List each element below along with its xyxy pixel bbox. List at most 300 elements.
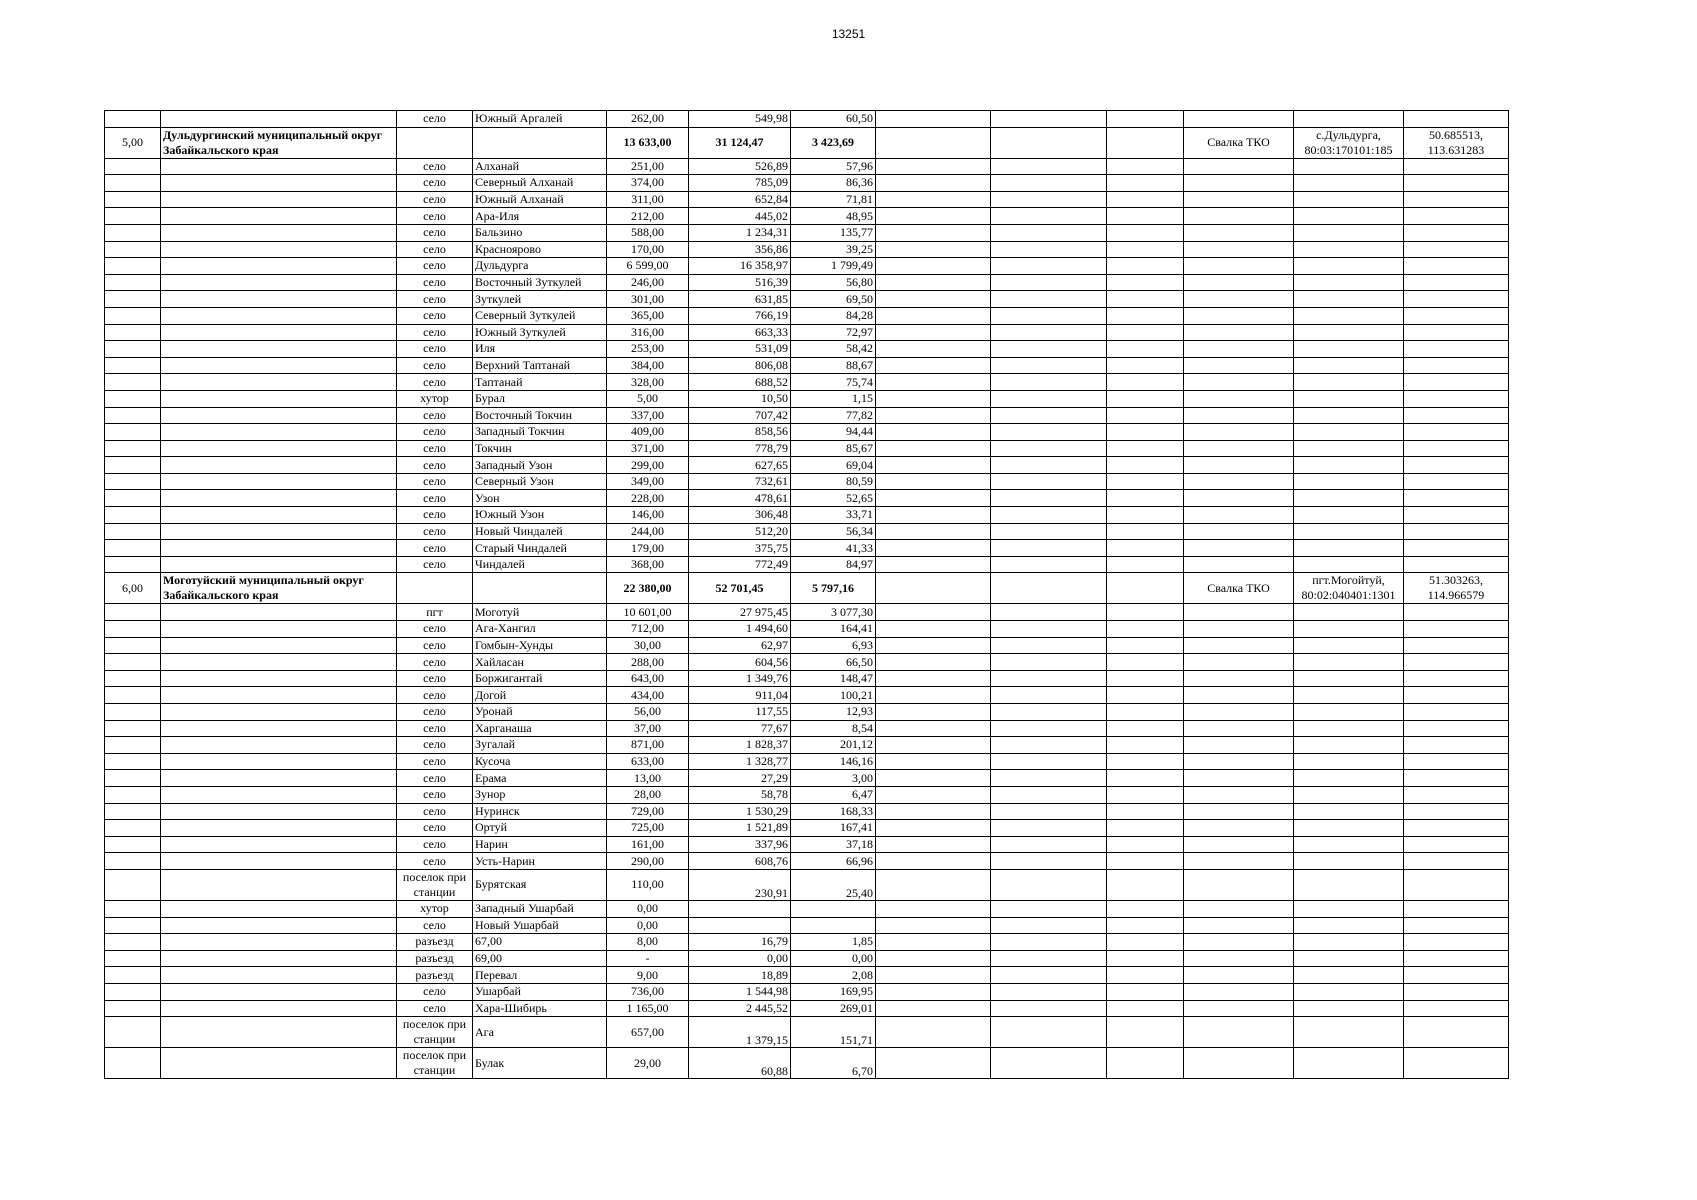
settlement-name-cell: Узон <box>473 490 607 507</box>
district-name-cell <box>161 1000 397 1017</box>
empty-cell <box>876 274 991 291</box>
empty-cell <box>1107 374 1184 391</box>
settlement-row <box>105 208 1509 225</box>
empty-cell <box>1404 258 1509 275</box>
empty-cell <box>991 490 1107 507</box>
settlement-name-cell <box>473 573 607 604</box>
empty-cell <box>1184 1048 1294 1079</box>
settlement-row <box>105 175 1509 192</box>
value-a-cell: 10,50 <box>689 390 791 407</box>
district-name-cell <box>161 917 397 934</box>
settlement-type-cell: село <box>397 241 473 258</box>
empty-cell <box>1184 786 1294 803</box>
empty-cell <box>1107 637 1184 654</box>
population-cell: 384,00 <box>607 357 689 374</box>
population-cell: 22 380,00 <box>607 573 689 604</box>
settlement-type-cell: село <box>397 637 473 654</box>
settlement-name-cell: Бурал <box>473 390 607 407</box>
population-cell: 10 601,00 <box>607 604 689 621</box>
empty-cell <box>991 1000 1107 1017</box>
value-b-cell: 88,67 <box>791 357 876 374</box>
empty-cell <box>991 1048 1107 1079</box>
empty-cell <box>1404 900 1509 917</box>
empty-cell <box>1107 241 1184 258</box>
empty-cell <box>1107 258 1184 275</box>
value-b-cell: 100,21 <box>791 687 876 704</box>
empty-cell <box>1404 490 1509 507</box>
settlement-type-cell: село <box>397 737 473 754</box>
page-number: 13251 <box>831 27 866 41</box>
empty-cell <box>1107 274 1184 291</box>
empty-cell <box>1107 158 1184 175</box>
settlement-type-cell: село <box>397 357 473 374</box>
settlement-type-cell: село <box>397 374 473 391</box>
value-a-cell: 445,02 <box>689 208 791 225</box>
empty-cell <box>876 374 991 391</box>
empty-cell <box>1184 324 1294 341</box>
district-name-cell <box>161 490 397 507</box>
empty-cell <box>1404 950 1509 967</box>
population-cell: 371,00 <box>607 440 689 457</box>
value-a-cell: 512,20 <box>689 523 791 540</box>
population-cell: 8,00 <box>607 934 689 951</box>
empty-cell <box>1184 208 1294 225</box>
population-cell: 311,00 <box>607 191 689 208</box>
empty-cell <box>1184 983 1294 1000</box>
empty-cell <box>1184 836 1294 853</box>
empty-cell <box>991 407 1107 424</box>
empty-cell <box>1107 753 1184 770</box>
empty-cell <box>1404 175 1509 192</box>
settlement-name-cell: 69,00 <box>473 950 607 967</box>
empty-cell <box>876 158 991 175</box>
empty-cell <box>991 621 1107 638</box>
empty-cell <box>876 357 991 374</box>
empty-cell <box>1184 900 1294 917</box>
empty-cell <box>1404 803 1509 820</box>
settlement-name-cell: Ушарбай <box>473 983 607 1000</box>
district-name-cell <box>161 457 397 474</box>
settlement-name-cell: Перевал <box>473 967 607 984</box>
empty-cell <box>991 934 1107 951</box>
empty-cell <box>1107 357 1184 374</box>
empty-cell <box>1107 1048 1184 1079</box>
empty-cell <box>876 191 991 208</box>
population-cell: 6 599,00 <box>607 258 689 275</box>
empty-cell <box>876 407 991 424</box>
empty-cell <box>1107 786 1184 803</box>
empty-cell <box>1404 324 1509 341</box>
settlement-name-cell: Харганаша <box>473 720 607 737</box>
value-b-cell: 41,33 <box>791 540 876 557</box>
empty-cell <box>1184 737 1294 754</box>
population-cell: 29,00 <box>607 1048 689 1079</box>
district-name-cell <box>161 803 397 820</box>
value-a-cell: 732,61 <box>689 473 791 490</box>
value-b-cell: 164,41 <box>791 621 876 638</box>
settlement-name-cell: Восточный Зуткулей <box>473 274 607 291</box>
district-number-cell <box>105 1017 161 1048</box>
settlement-type-cell: село <box>397 770 473 787</box>
empty-cell <box>1184 654 1294 671</box>
settlement-row <box>105 604 1509 621</box>
empty-cell <box>1107 556 1184 573</box>
district-number-cell <box>105 770 161 787</box>
empty-cell <box>1294 440 1404 457</box>
empty-cell <box>1404 374 1509 391</box>
settlement-type-cell: село <box>397 473 473 490</box>
settlement-row <box>105 457 1509 474</box>
settlement-type-cell: разъезд <box>397 950 473 967</box>
empty-cell <box>991 573 1107 604</box>
empty-cell <box>1107 670 1184 687</box>
empty-cell <box>1404 224 1509 241</box>
empty-cell <box>1107 853 1184 870</box>
empty-cell <box>1184 1017 1294 1048</box>
value-b-cell: 12,93 <box>791 704 876 721</box>
empty-cell <box>1404 291 1509 308</box>
value-a-cell: 117,55 <box>689 704 791 721</box>
facility-type-cell: Свалка ТКО <box>1184 127 1294 158</box>
empty-cell <box>876 967 991 984</box>
empty-cell <box>876 604 991 621</box>
empty-cell <box>991 820 1107 837</box>
district-name-cell <box>161 786 397 803</box>
district-number-cell <box>105 704 161 721</box>
empty-cell <box>876 770 991 787</box>
value-b-cell: 75,74 <box>791 374 876 391</box>
value-a-cell: 356,86 <box>689 241 791 258</box>
empty-cell <box>1294 191 1404 208</box>
value-b-cell: 5 797,16 <box>791 573 876 604</box>
population-cell: 288,00 <box>607 654 689 671</box>
value-a-cell: 1 328,77 <box>689 753 791 770</box>
value-b-cell: 52,65 <box>791 490 876 507</box>
value-a-cell: 306,48 <box>689 507 791 524</box>
empty-cell <box>876 917 991 934</box>
settlement-row <box>105 753 1509 770</box>
district-number-cell <box>105 786 161 803</box>
district-number-cell <box>105 224 161 241</box>
settlement-row <box>105 224 1509 241</box>
value-b-cell: 85,67 <box>791 440 876 457</box>
empty-cell <box>991 457 1107 474</box>
population-cell: 633,00 <box>607 753 689 770</box>
value-a-cell: 1 494,60 <box>689 621 791 638</box>
settlement-row <box>105 1000 1509 1017</box>
settlement-type-cell: село <box>397 820 473 837</box>
empty-cell <box>1107 917 1184 934</box>
settlement-row <box>105 687 1509 704</box>
settlement-type-cell: пгт <box>397 604 473 621</box>
settlement-row <box>105 900 1509 917</box>
empty-cell <box>1294 934 1404 951</box>
empty-cell <box>1404 670 1509 687</box>
district-name-cell <box>161 820 397 837</box>
value-b-cell: 37,18 <box>791 836 876 853</box>
empty-cell <box>1107 424 1184 441</box>
empty-cell <box>991 390 1107 407</box>
population-cell: 729,00 <box>607 803 689 820</box>
empty-cell <box>1294 983 1404 1000</box>
empty-cell <box>1404 720 1509 737</box>
district-name-cell <box>161 440 397 457</box>
empty-cell <box>876 208 991 225</box>
empty-cell <box>1294 490 1404 507</box>
district-name-cell <box>161 357 397 374</box>
empty-cell <box>1107 573 1184 604</box>
settlement-type-cell: село <box>397 654 473 671</box>
empty-cell <box>876 390 991 407</box>
empty-cell <box>991 637 1107 654</box>
district-name-cell <box>161 274 397 291</box>
district-name-cell <box>161 967 397 984</box>
population-cell: 337,00 <box>607 407 689 424</box>
empty-cell <box>1294 654 1404 671</box>
empty-cell <box>876 737 991 754</box>
value-b-cell: 66,96 <box>791 853 876 870</box>
value-b-cell: 94,44 <box>791 424 876 441</box>
district-number-cell <box>105 853 161 870</box>
value-a-cell: 1 349,76 <box>689 670 791 687</box>
empty-cell <box>991 307 1107 324</box>
district-number-cell <box>105 737 161 754</box>
empty-cell <box>991 175 1107 192</box>
empty-cell <box>1107 983 1184 1000</box>
empty-cell <box>1107 291 1184 308</box>
district-name-cell <box>161 374 397 391</box>
empty-cell <box>1294 324 1404 341</box>
settlement-name-cell: Бурятская <box>473 869 607 900</box>
population-cell: 244,00 <box>607 523 689 540</box>
district-number-cell <box>105 507 161 524</box>
empty-cell <box>1107 1000 1184 1017</box>
empty-cell <box>1107 341 1184 358</box>
value-a-cell: 858,56 <box>689 424 791 441</box>
value-b-cell: 3 077,30 <box>791 604 876 621</box>
empty-cell <box>1404 983 1509 1000</box>
district-name-cell <box>161 836 397 853</box>
empty-cell <box>876 853 991 870</box>
empty-cell <box>876 175 991 192</box>
settlement-type-cell: село <box>397 1000 473 1017</box>
district-number-cell <box>105 934 161 951</box>
empty-cell <box>1294 917 1404 934</box>
empty-cell <box>1107 950 1184 967</box>
empty-cell <box>1294 556 1404 573</box>
district-number-cell <box>105 983 161 1000</box>
empty-cell <box>876 291 991 308</box>
population-cell: 56,00 <box>607 704 689 721</box>
settlement-type-cell: село <box>397 258 473 275</box>
settlement-row <box>105 556 1509 573</box>
empty-cell <box>1107 127 1184 158</box>
empty-cell <box>1294 224 1404 241</box>
empty-cell <box>991 374 1107 391</box>
empty-cell <box>876 111 991 128</box>
empty-cell <box>991 753 1107 770</box>
empty-cell <box>1184 523 1294 540</box>
district-number-cell <box>105 191 161 208</box>
empty-cell <box>1294 621 1404 638</box>
district-name-cell <box>161 324 397 341</box>
empty-cell <box>1404 737 1509 754</box>
empty-cell <box>876 573 991 604</box>
empty-cell <box>1184 307 1294 324</box>
empty-cell <box>876 490 991 507</box>
population-cell: 365,00 <box>607 307 689 324</box>
empty-cell <box>876 523 991 540</box>
empty-cell <box>876 473 991 490</box>
empty-cell <box>991 803 1107 820</box>
value-a-cell: 230,91 <box>689 869 791 900</box>
empty-cell <box>991 720 1107 737</box>
empty-cell <box>876 687 991 704</box>
value-b-cell: 56,34 <box>791 523 876 540</box>
settlement-name-cell: Токчин <box>473 440 607 457</box>
empty-cell <box>991 158 1107 175</box>
settlement-name-cell: Ага <box>473 1017 607 1048</box>
population-cell: 328,00 <box>607 374 689 391</box>
value-b-cell: 57,96 <box>791 158 876 175</box>
empty-cell <box>991 424 1107 441</box>
value-a-cell: 772,49 <box>689 556 791 573</box>
population-cell: 316,00 <box>607 324 689 341</box>
empty-cell <box>1184 291 1294 308</box>
district-number-cell <box>105 637 161 654</box>
district-name-cell <box>161 720 397 737</box>
empty-cell <box>991 274 1107 291</box>
settlement-type-cell: поселок при станции <box>397 869 473 900</box>
settlement-type-cell: село <box>397 753 473 770</box>
empty-cell <box>876 720 991 737</box>
settlement-row <box>105 803 1509 820</box>
settlement-name-cell: Старый Чиндалей <box>473 540 607 557</box>
empty-cell <box>876 934 991 951</box>
empty-cell <box>876 1000 991 1017</box>
value-b-cell: 84,97 <box>791 556 876 573</box>
empty-cell <box>1184 357 1294 374</box>
empty-cell <box>1107 836 1184 853</box>
empty-cell <box>1294 540 1404 557</box>
value-a-cell: 52 701,45 <box>689 573 791 604</box>
population-cell: 170,00 <box>607 241 689 258</box>
population-cell: 246,00 <box>607 274 689 291</box>
settlement-row <box>105 983 1509 1000</box>
settlement-row <box>105 241 1509 258</box>
empty-cell <box>1294 457 1404 474</box>
district-number-cell <box>105 490 161 507</box>
settlement-row <box>105 917 1509 934</box>
empty-cell <box>991 556 1107 573</box>
settlement-name-cell: Северный Узон <box>473 473 607 490</box>
value-a-cell: 531,09 <box>689 341 791 358</box>
population-cell: 110,00 <box>607 869 689 900</box>
value-a-cell: 526,89 <box>689 158 791 175</box>
settlement-name-cell: Гомбын-Хунды <box>473 637 607 654</box>
district-name-cell <box>161 900 397 917</box>
empty-cell <box>1404 208 1509 225</box>
district-number-cell <box>105 457 161 474</box>
empty-cell <box>1184 258 1294 275</box>
district-name-cell <box>161 241 397 258</box>
settlement-name-cell: Зугалай <box>473 737 607 754</box>
value-b-cell: 86,36 <box>791 175 876 192</box>
settlement-name-cell: Ага-Хангил <box>473 621 607 638</box>
empty-cell <box>1294 158 1404 175</box>
district-name-cell <box>161 654 397 671</box>
empty-cell <box>991 687 1107 704</box>
empty-cell <box>1294 967 1404 984</box>
empty-cell <box>991 786 1107 803</box>
empty-cell <box>876 540 991 557</box>
empty-cell <box>1404 637 1509 654</box>
value-a-cell: 62,97 <box>689 637 791 654</box>
empty-cell <box>1294 1017 1404 1048</box>
settlement-type-cell: село <box>397 720 473 737</box>
settlement-row <box>105 407 1509 424</box>
value-a-cell: 806,08 <box>689 357 791 374</box>
empty-cell <box>876 127 991 158</box>
empty-cell <box>991 127 1107 158</box>
value-a-cell: 631,85 <box>689 291 791 308</box>
empty-cell <box>1404 523 1509 540</box>
population-cell: 212,00 <box>607 208 689 225</box>
empty-cell <box>1294 820 1404 837</box>
empty-cell <box>1404 473 1509 490</box>
settlement-name-cell: Западный Ушарбай <box>473 900 607 917</box>
value-b-cell: 6,70 <box>791 1048 876 1079</box>
settlement-name-cell: Южный Алханай <box>473 191 607 208</box>
empty-cell <box>991 258 1107 275</box>
settlement-type-cell: село <box>397 208 473 225</box>
district-number-cell <box>105 753 161 770</box>
district-row <box>105 127 1509 158</box>
settlement-row <box>105 523 1509 540</box>
district-name-cell <box>161 770 397 787</box>
value-b-cell: 269,01 <box>791 1000 876 1017</box>
settlement-name-cell: Хайласан <box>473 654 607 671</box>
value-b-cell: 146,16 <box>791 753 876 770</box>
population-cell: 299,00 <box>607 457 689 474</box>
settlement-name-cell: Ара-Иля <box>473 208 607 225</box>
district-name-cell <box>161 523 397 540</box>
population-cell: 253,00 <box>607 341 689 358</box>
empty-cell <box>1294 241 1404 258</box>
value-a-cell: 16,79 <box>689 934 791 951</box>
empty-cell <box>991 737 1107 754</box>
empty-cell <box>1184 670 1294 687</box>
value-b-cell: 71,81 <box>791 191 876 208</box>
empty-cell <box>991 950 1107 967</box>
district-name-cell <box>161 853 397 870</box>
value-b-cell: 72,97 <box>791 324 876 341</box>
empty-cell <box>1107 540 1184 557</box>
district-number-cell <box>105 670 161 687</box>
empty-cell <box>1184 540 1294 557</box>
value-a-cell: 1 379,15 <box>689 1017 791 1048</box>
district-name-cell <box>161 341 397 358</box>
district-number-cell <box>105 1048 161 1079</box>
settlement-name-cell: Северный Зуткулей <box>473 307 607 324</box>
settlement-type-cell: село <box>397 853 473 870</box>
district-number-cell <box>105 341 161 358</box>
district-number-cell <box>105 803 161 820</box>
empty-cell <box>1404 341 1509 358</box>
empty-cell <box>876 803 991 820</box>
empty-cell <box>1107 523 1184 540</box>
settlement-row <box>105 540 1509 557</box>
